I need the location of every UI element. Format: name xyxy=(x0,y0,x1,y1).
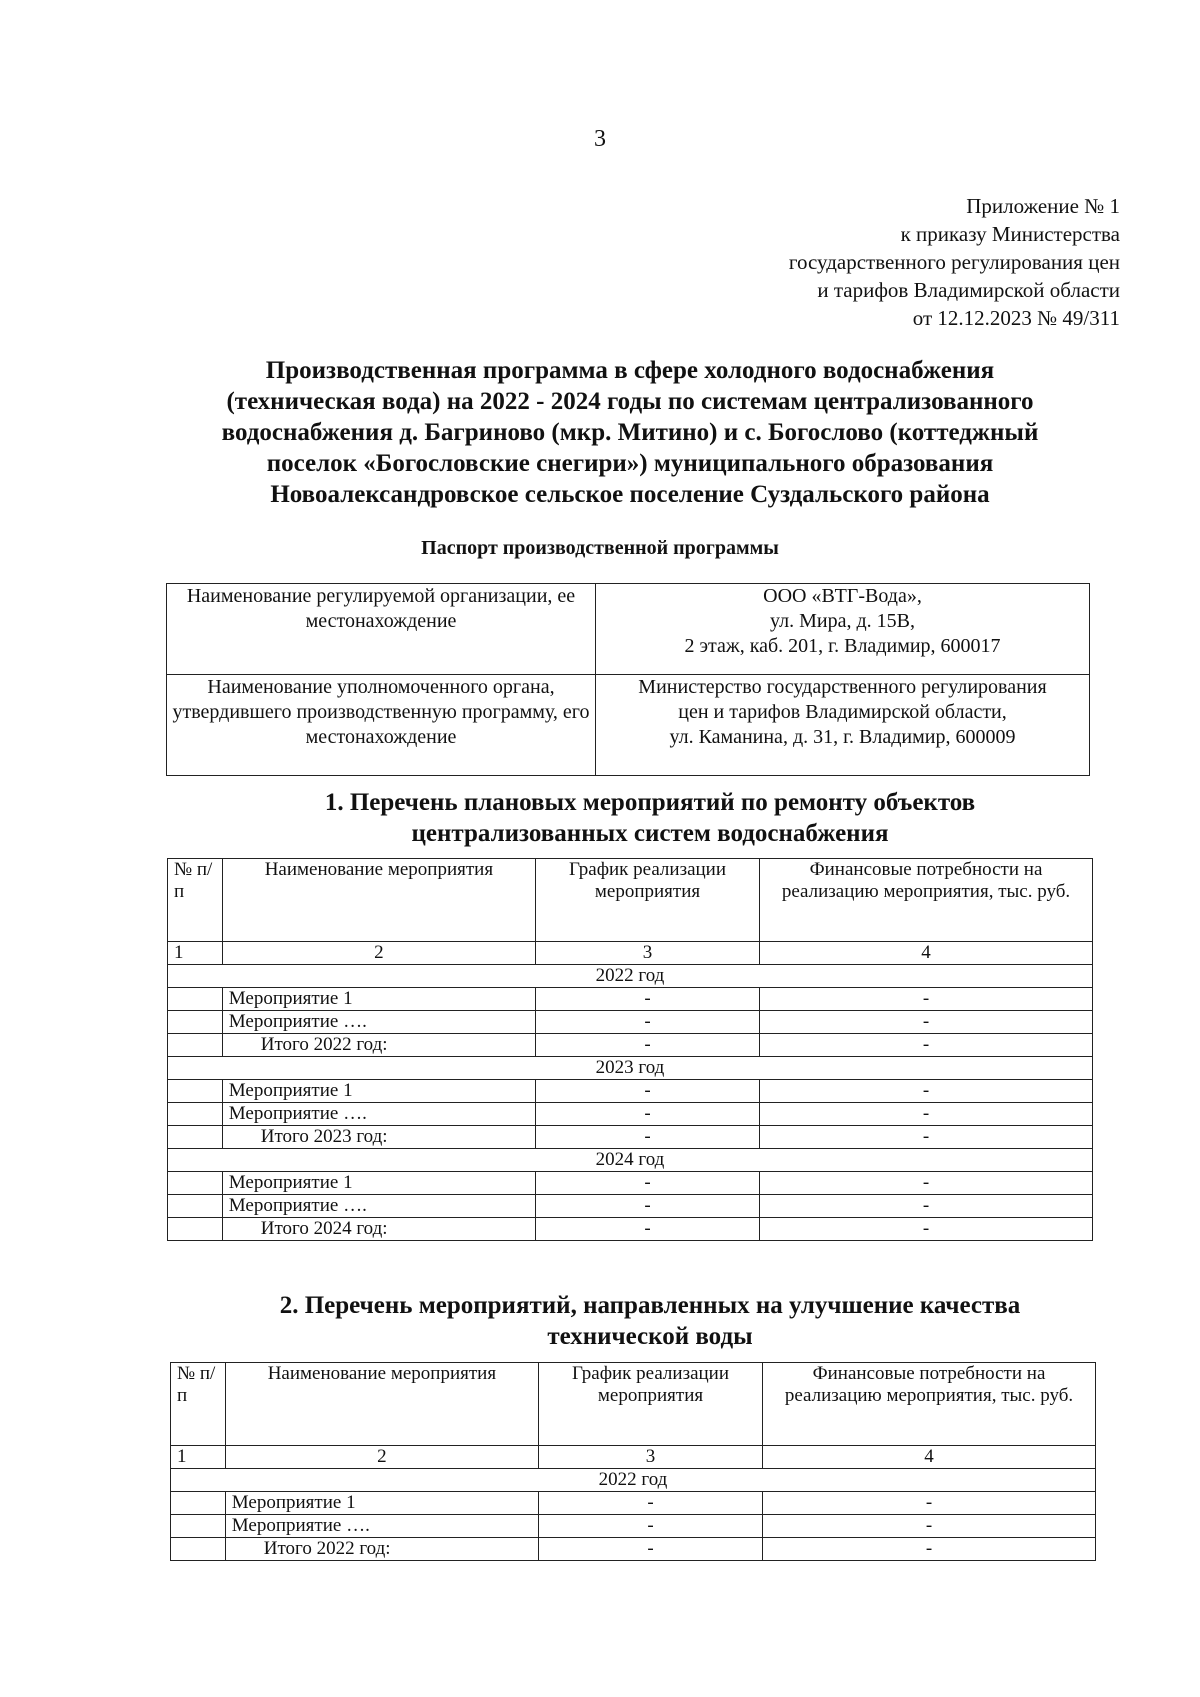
header-cell-schedule: График реализации мероприятия xyxy=(536,859,760,942)
header-cell-number: № п/п xyxy=(171,1363,226,1446)
passport-value xyxy=(596,675,1090,776)
row-number-cell xyxy=(168,1218,223,1241)
year-label: 2022 год xyxy=(171,1469,1096,1492)
table-row xyxy=(168,1172,1093,1195)
passport-value-line: ООО «ВТГ-Вода», xyxy=(763,585,922,607)
measure-name: Мероприятие 1 xyxy=(222,1172,535,1195)
table-row xyxy=(168,1103,1093,1126)
year-label: 2024 год xyxy=(168,1149,1093,1172)
column-number: 4 xyxy=(760,942,1093,965)
section-title-line: централизованных систем водоснабжения xyxy=(411,820,889,847)
total-label: Итого 2022 год: xyxy=(225,1538,538,1561)
finance-value: - xyxy=(760,1218,1093,1241)
measure-name: Мероприятие 1 xyxy=(222,1080,535,1103)
total-label: Итого 2022 год: xyxy=(222,1034,535,1057)
passport-label: Наименование регулируемой организации, ее местонахождение xyxy=(167,584,596,675)
table-header-row xyxy=(171,1363,1096,1446)
schedule-value: - xyxy=(536,988,760,1011)
table-row xyxy=(168,1080,1093,1103)
column-number: 1 xyxy=(168,942,223,965)
column-number: 3 xyxy=(539,1446,763,1469)
schedule-value: - xyxy=(539,1492,763,1515)
year-label: 2023 год xyxy=(168,1057,1093,1080)
measure-name: Мероприятие …. xyxy=(222,1011,535,1034)
page-number: 3 xyxy=(594,126,606,152)
row-number-cell xyxy=(168,1126,223,1149)
finance-value: - xyxy=(763,1515,1096,1538)
total-label: Итого 2023 год: xyxy=(222,1126,535,1149)
total-row xyxy=(171,1538,1096,1561)
section-2-title xyxy=(150,1290,1150,1352)
passport-value-line: ул. Каманина, д. 31, г. Владимир, 600009 xyxy=(669,726,1016,748)
title-line: поселок «Богословские снегири») муниципального образования xyxy=(266,450,994,477)
column-number: 2 xyxy=(225,1446,538,1469)
passport-label: Наименование уполномоченного органа, утвердившего производственную программу, его местонахождение xyxy=(167,675,596,776)
schedule-value: - xyxy=(539,1538,763,1561)
year-row xyxy=(168,1149,1093,1172)
finance-value: - xyxy=(760,1126,1093,1149)
column-number-row xyxy=(171,1446,1096,1469)
finance-value: - xyxy=(760,1011,1093,1034)
year-row xyxy=(171,1469,1096,1492)
row-number-cell xyxy=(168,1103,223,1126)
title-line: Производственная программа в сфере холодного водоснабжения xyxy=(265,357,995,384)
header-cell-finance: Финансовые потребности на реализацию мероприятия, тыс. руб. xyxy=(763,1363,1096,1446)
table-row xyxy=(171,1515,1096,1538)
water-quality-measures-table xyxy=(170,1362,1096,1561)
table-row xyxy=(168,1195,1093,1218)
total-row xyxy=(168,1126,1093,1149)
row-number-cell xyxy=(171,1538,226,1561)
finance-value: - xyxy=(760,1034,1093,1057)
schedule-value: - xyxy=(536,1080,760,1103)
table-row xyxy=(168,1011,1093,1034)
appendix-line: от 12.12.2023 № 49/311 xyxy=(912,306,1120,330)
column-number: 1 xyxy=(171,1446,226,1469)
column-number: 3 xyxy=(536,942,760,965)
passport-table xyxy=(166,583,1090,776)
schedule-value: - xyxy=(536,1103,760,1126)
total-row xyxy=(168,1034,1093,1057)
header-cell-number: № п/п xyxy=(168,859,223,942)
table-row xyxy=(168,988,1093,1011)
appendix-line: Приложение № 1 xyxy=(966,194,1120,218)
passport-value-line: ул. Мира, д. 15В, xyxy=(770,610,915,632)
passport-row xyxy=(167,584,1090,675)
appendix-line: и тарифов Владимирской области xyxy=(817,278,1120,302)
schedule-value: - xyxy=(536,1034,760,1057)
row-number-cell xyxy=(168,1034,223,1057)
row-number-cell xyxy=(171,1492,226,1515)
passport-row xyxy=(167,675,1090,776)
schedule-value: - xyxy=(536,1195,760,1218)
header-cell-finance: Финансовые потребности на реализацию мероприятия, тыс. руб. xyxy=(760,859,1093,942)
schedule-value: - xyxy=(536,1218,760,1241)
appendix-block xyxy=(700,192,1120,332)
document-title xyxy=(150,355,1110,510)
title-line: Новоалександровское сельское поселение Суздальского района xyxy=(270,481,990,508)
appendix-line: государственного регулирования цен xyxy=(788,250,1120,274)
column-number-row xyxy=(168,942,1093,965)
year-label: 2022 год xyxy=(168,965,1093,988)
row-number-cell xyxy=(168,1195,223,1218)
measure-name: Мероприятие 1 xyxy=(222,988,535,1011)
passport-value-line: цен и тарифов Владимирской области, xyxy=(678,701,1007,723)
section-title-line: 1. Перечень плановых мероприятий по ремонту объектов xyxy=(324,789,976,816)
measure-name: Мероприятие …. xyxy=(222,1103,535,1126)
header-cell-schedule: График реализации мероприятия xyxy=(539,1363,763,1446)
section-1-title xyxy=(150,787,1150,849)
measure-name: Мероприятие 1 xyxy=(225,1492,538,1515)
row-number-cell xyxy=(171,1515,226,1538)
finance-value: - xyxy=(760,988,1093,1011)
year-row xyxy=(168,1057,1093,1080)
schedule-value: - xyxy=(536,1172,760,1195)
schedule-value: - xyxy=(536,1126,760,1149)
header-cell-name: Наименование мероприятия xyxy=(222,859,535,942)
row-number-cell xyxy=(168,1080,223,1103)
row-number-cell xyxy=(168,1172,223,1195)
column-number: 4 xyxy=(763,1446,1096,1469)
passport-value xyxy=(596,584,1090,675)
title-line: водоснабжения д. Багриново (мкр. Митино) и с. Богослово (коттеджный xyxy=(221,419,1039,446)
column-number: 2 xyxy=(222,942,535,965)
measure-name: Мероприятие …. xyxy=(222,1195,535,1218)
title-line: (техническая вода) на 2022 - 2024 годы по системам централизованного xyxy=(226,388,1034,415)
finance-value: - xyxy=(763,1538,1096,1561)
passport-heading: Паспорт производственной программы xyxy=(421,537,779,559)
passport-value-line: 2 этаж, каб. 201, г. Владимир, 600017 xyxy=(684,635,1001,657)
row-number-cell xyxy=(168,1011,223,1034)
section-title-line: 2. Перечень мероприятий, направленных на улучшение качества xyxy=(279,1292,1021,1319)
appendix-line: к приказу Министерства xyxy=(900,222,1120,246)
schedule-value: - xyxy=(539,1515,763,1538)
table-row xyxy=(171,1492,1096,1515)
schedule-value: - xyxy=(536,1011,760,1034)
section-title-line: технической воды xyxy=(547,1323,753,1350)
finance-value: - xyxy=(760,1080,1093,1103)
finance-value: - xyxy=(760,1172,1093,1195)
row-number-cell xyxy=(168,988,223,1011)
finance-value: - xyxy=(760,1195,1093,1218)
total-label: Итого 2024 год: xyxy=(222,1218,535,1241)
total-row xyxy=(168,1218,1093,1241)
year-row xyxy=(168,965,1093,988)
finance-value: - xyxy=(763,1492,1096,1515)
finance-value: - xyxy=(760,1103,1093,1126)
passport-value-line: Министерство государственного регулирования xyxy=(638,676,1047,698)
table-header-row xyxy=(168,859,1093,942)
header-cell-name: Наименование мероприятия xyxy=(225,1363,538,1446)
repair-measures-table xyxy=(167,858,1093,1241)
measure-name: Мероприятие …. xyxy=(225,1515,538,1538)
